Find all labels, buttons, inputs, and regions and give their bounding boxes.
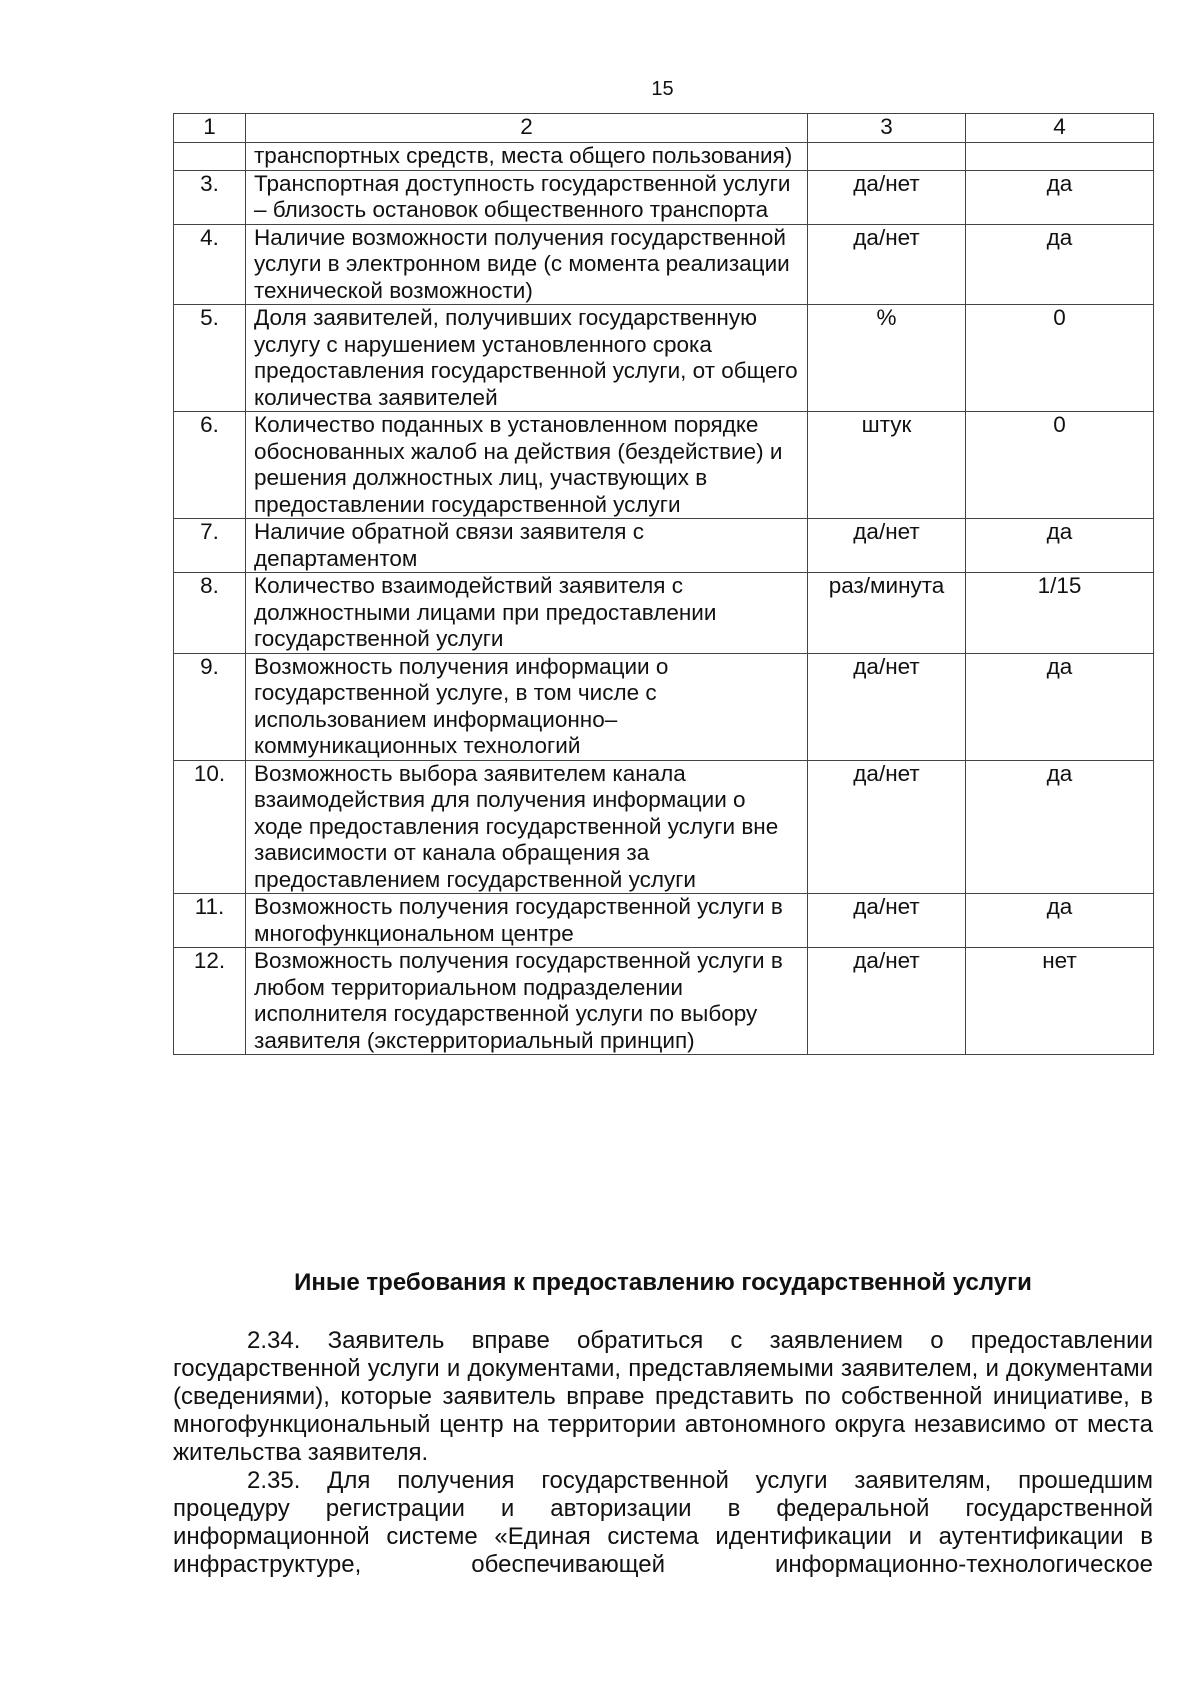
table-row [174, 653, 1154, 760]
table-row [174, 948, 1154, 1055]
row-unit: да/нет [808, 894, 966, 948]
header-cell: 2 [246, 114, 808, 143]
row-value [966, 143, 1154, 171]
table-row [174, 224, 1154, 305]
row-value: нет [966, 948, 1154, 1055]
row-value: 1/15 [966, 573, 1154, 654]
row-number: 4. [174, 224, 246, 305]
row-number: 11. [174, 894, 246, 948]
row-unit: раз/минута [808, 573, 966, 654]
table-row [174, 519, 1154, 573]
row-number: 10. [174, 760, 246, 894]
row-description: Возможность получения информации о государственной услуге, в том числе с использованием информационно–коммуникационных технологий [246, 653, 808, 760]
row-number: 7. [174, 519, 246, 573]
header-cell: 3 [808, 114, 966, 143]
table-row [174, 760, 1154, 894]
row-number: 5. [174, 305, 246, 412]
row-number: 6. [174, 412, 246, 519]
row-description: Наличие обратной связи заявителя с департаментом [246, 519, 808, 573]
page-number: 15 [651, 78, 674, 100]
table-header-row [174, 114, 1154, 143]
header-cell: 1 [174, 114, 246, 143]
row-value: да [966, 170, 1154, 224]
row-description: Транспортная доступность государственной услуги – близость остановок общественного транспорта [246, 170, 808, 224]
row-unit: да/нет [808, 760, 966, 894]
section-heading: Иные требования к предоставлению государственной услуги [294, 1269, 1032, 1296]
row-value: да [966, 519, 1154, 573]
row-unit: да/нет [808, 519, 966, 573]
row-number: 12. [174, 948, 246, 1055]
row-number [174, 143, 246, 171]
body-text [173, 1327, 1153, 1579]
row-number: 9. [174, 653, 246, 760]
row-value: да [966, 760, 1154, 894]
indicators-table [173, 113, 1154, 1055]
row-unit: штук [808, 412, 966, 519]
table-row [174, 170, 1154, 224]
table-row [174, 412, 1154, 519]
row-value: да [966, 653, 1154, 760]
row-unit: % [808, 305, 966, 412]
row-value: 0 [966, 412, 1154, 519]
row-description: Возможность получения государственной услуги в любом территориальном подразделении исполнителя государственной услуги по выбору заявителя (экстерриториальный принцип) [246, 948, 808, 1055]
paragraph-2-34: 2.34. Заявитель вправе обратиться с заявлением о предоставлении государственной услуги и документами, представляемыми заявителем, и документами (сведениями), которые заявитель вправе представить по собственной инициативе, в многофункциональный центр на территории автономного округа независимо от места жительства заявителя. [173, 1327, 1153, 1466]
row-unit [808, 143, 966, 171]
row-unit: да/нет [808, 170, 966, 224]
header-cell: 4 [966, 114, 1154, 143]
table-row [174, 305, 1154, 412]
row-number: 3. [174, 170, 246, 224]
row-unit: да/нет [808, 224, 966, 305]
row-value: 0 [966, 305, 1154, 412]
paragraph-2-35: 2.35. Для получения государственной услуги заявителям, прошедшим процедуру регистрации и авторизации в федеральной государственной информационной системе «Единая система идентификации и аутентификации в инфраструктуре, обеспечивающей информационно-технологическое [173, 1467, 1153, 1578]
table-row [174, 143, 1154, 171]
table-row [174, 894, 1154, 948]
table-row [174, 573, 1154, 654]
row-description: Доля заявителей, получивших государственную услугу с нарушением установленного срока предоставления государственной услуги, от общего количества заявителей [246, 305, 808, 412]
row-description: Количество взаимодействий заявителя с должностными лицами при предоставлении государственной услуги [246, 573, 808, 654]
row-description: Возможность получения государственной услуги в многофункциональном центре [246, 894, 808, 948]
row-description: Количество поданных в установленном порядке обоснованных жалоб на действия (бездействие) и решения должностных лиц, участвующих в предоставлении государственной услуги [246, 412, 808, 519]
row-value: да [966, 894, 1154, 948]
row-description: транспортных средств, места общего пользования) [246, 143, 808, 171]
row-description: Наличие возможности получения государственной услуги в электронном виде (с момента реализации технической возможности) [246, 224, 808, 305]
row-value: да [966, 224, 1154, 305]
row-unit: да/нет [808, 948, 966, 1055]
row-number: 8. [174, 573, 246, 654]
row-unit: да/нет [808, 653, 966, 760]
row-description: Возможность выбора заявителем канала взаимодействия для получения информации о ходе предоставления государственной услуги вне зависимости от канала обращения за предоставлением государственной услуги [246, 760, 808, 894]
